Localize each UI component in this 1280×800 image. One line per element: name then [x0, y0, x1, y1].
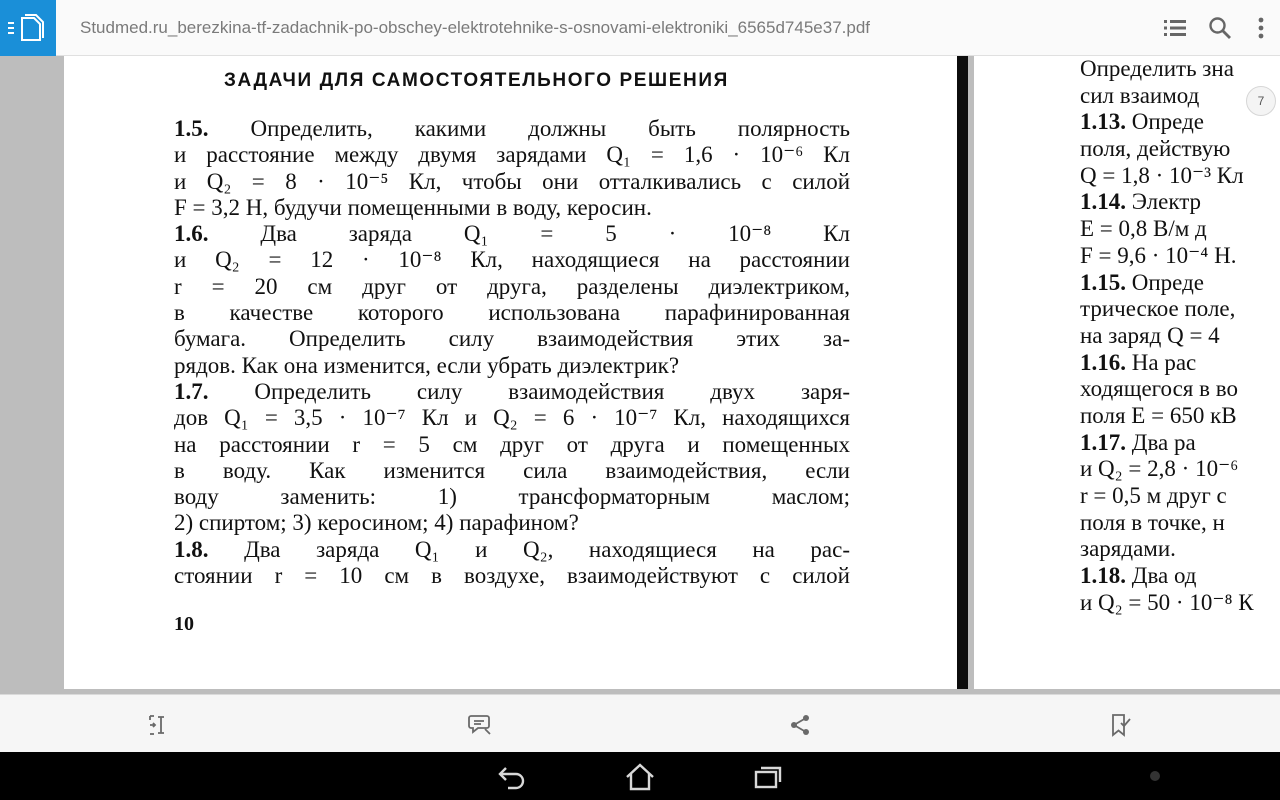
page-text-right: [1080, 56, 1280, 616]
right-page: [974, 56, 1280, 689]
text-line: на заряд Q = 4: [1080, 322, 1220, 348]
text-line: стоянии r = 10 см в воздухе, взаимодействуют с силой: [174, 563, 850, 589]
text-line: r = 20 см друг от друга, разделены диэлектриком,: [174, 273, 850, 299]
text-line: на расстоянии r = 5 см друг от друга и помещенных: [174, 431, 850, 457]
document-menu-button[interactable]: [0, 0, 56, 56]
bookmark-button[interactable]: [1107, 712, 1133, 738]
bottom-toolbar: [0, 694, 1280, 752]
text-line: и Q₂ = 12 · 10⁻⁸ Кл, находящиеся на расстоянии: [174, 247, 850, 273]
text-line: 1.18. Два од: [1080, 563, 1197, 589]
text-line: 1.6. Два заряда Q₁ = 5 · 10⁻⁸ Кл: [174, 221, 850, 247]
text-line: 1.17. Два ра: [1080, 429, 1196, 455]
page-indicator-badge[interactable]: 7: [1246, 86, 1276, 116]
text-line: поля, действую: [1080, 136, 1231, 162]
more-options-button[interactable]: [1247, 14, 1275, 42]
list-icon: [1163, 17, 1187, 39]
text-line: F = 3,2 Н, будучи помещенными в воду, керосин.: [174, 194, 652, 220]
text-line: 1.15. Опреде: [1080, 269, 1204, 295]
text-line: Q = 1,8 · 10⁻³ Кл: [1080, 162, 1244, 188]
page-number: 10: [174, 613, 194, 635]
recent-apps-button[interactable]: [753, 762, 783, 792]
back-icon: [497, 764, 527, 790]
search-button[interactable]: [1206, 14, 1234, 42]
text-line: трическое поле,: [1080, 296, 1236, 322]
home-button[interactable]: [625, 762, 655, 792]
recent-apps-icon: [753, 764, 783, 790]
text-line: поля E = 650 кВ: [1080, 402, 1237, 428]
document-viewer[interactable]: [0, 56, 1280, 694]
text-line: и расстояние между двумя зарядами Q₁ = 1,6 · 10⁻⁶ Кл: [174, 142, 850, 168]
system-navigation-bar: [0, 752, 1280, 800]
text-line: в воду. Как изменится сила взаимодействия, если: [174, 457, 850, 483]
comment-button[interactable]: [467, 712, 493, 738]
more-vert-icon: [1257, 16, 1265, 40]
text-line: 2) спиртом; 3) керосином; 4) парафином?: [174, 510, 579, 536]
text-line: в качестве которого использована парафинированная: [174, 300, 850, 326]
text-line: дов Q₁ = 3,5 · 10⁻⁷ Кл и Q₂ = 6 · 10⁻⁷ Кл, находящихся: [174, 405, 850, 431]
text-line: зарядами.: [1080, 536, 1176, 562]
text-line: поля в точке, н: [1080, 509, 1225, 535]
text-line: и Q₂ = 50 · 10⁻⁸ К: [1080, 589, 1254, 615]
text-line: ходящегося в во: [1080, 376, 1238, 402]
share-button[interactable]: [787, 712, 813, 738]
text-line: r = 0,5 м друг с: [1080, 483, 1227, 508]
text-line: сил взаимод: [1080, 82, 1200, 108]
text-line: рядов. Как она изменится, если убрать диэлектрик?: [174, 352, 680, 378]
text-line: и Q₂ = 8 · 10⁻⁵ Кл, чтобы они отталкивались с силой: [174, 168, 850, 194]
text-line: E = 0,8 В/м д: [1080, 216, 1207, 242]
section-heading: ЗАДАЧИ ДЛЯ САМОСТОЯТЕЛЬНОГО РЕШЕНИЯ: [224, 70, 729, 91]
back-button[interactable]: [497, 762, 527, 792]
text-line: 1.5. Определить, какими должны быть полярность: [174, 116, 850, 141]
document-title: Studmed.ru_berezkina-tf-zadachnik-po-obschey-elektrotehnike-s-osnovami-elektroniki_6565d745e37.pdf: [80, 18, 871, 37]
search-icon: [1208, 16, 1232, 40]
top-app-bar: [0, 0, 1280, 56]
document-menu-icon: [8, 14, 48, 42]
text-line: 1.14. Электр: [1080, 189, 1202, 215]
home-icon: [625, 763, 655, 791]
select-text-icon: [147, 713, 171, 737]
text-line: бумага. Определить силу взаимодействия этих за-: [174, 326, 850, 352]
text-line: 1.7. Определить силу взаимодействия двух заря-: [174, 378, 850, 404]
bookmark-icon: [1109, 713, 1131, 737]
comment-icon: [467, 713, 493, 737]
text-line: воду заменить: 1) трансформаторным маслом;: [174, 484, 850, 510]
status-dot: [1150, 771, 1160, 781]
text-line: F = 9,6 · 10⁻⁴ Н.: [1080, 242, 1237, 268]
page-text: [174, 116, 850, 589]
text-line: 1.13. Опреде: [1080, 109, 1204, 135]
list-button[interactable]: [1161, 14, 1189, 42]
text-line: 1.16. На рас: [1080, 349, 1197, 375]
text-line: Определить зна: [1080, 56, 1234, 81]
left-page: [64, 56, 968, 689]
text-line: и Q₂ = 2,8 · 10⁻⁶: [1080, 456, 1239, 482]
book-spine-shadow: [957, 56, 968, 689]
share-icon: [789, 713, 811, 737]
text-line: 1.8. Два заряда Q₁ и Q₂, находящиеся на рас-: [174, 536, 850, 562]
select-text-button[interactable]: [146, 712, 172, 738]
